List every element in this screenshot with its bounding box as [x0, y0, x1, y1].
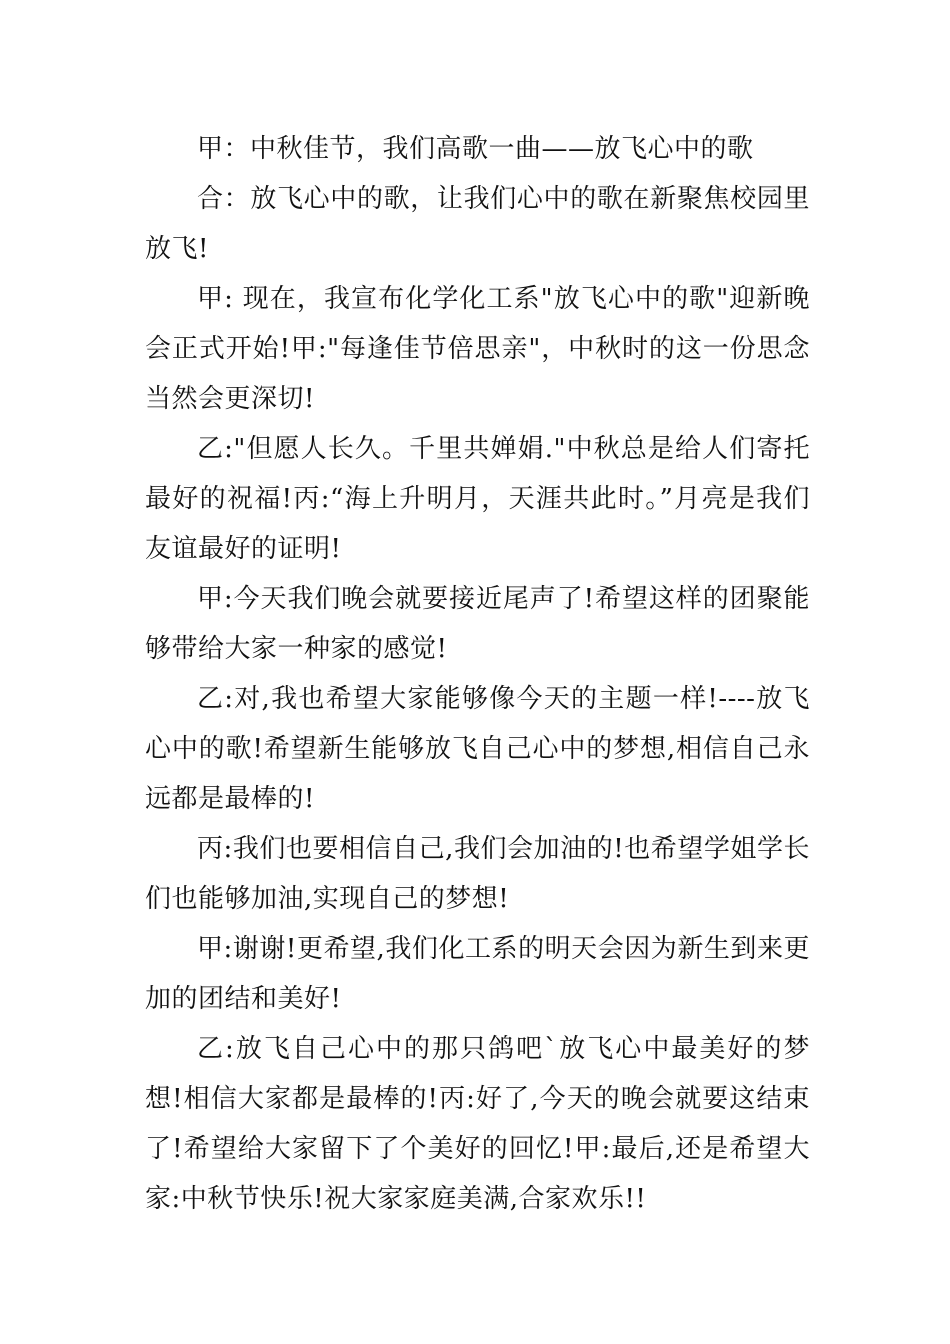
paragraph-5: 甲:今天我们晚会就要接近尾声了!希望这样的团聚能够带给大家一种家的感觉!: [145, 584, 810, 664]
document-body: [145, 124, 810, 1224]
paragraph-9: 乙:放飞自己心中的那只鸽吧`放飞心中最美好的梦想!相信大家都是最棒的!丙:好了,今天的晚会就要这结束了!希望给大家留下了个美好的回忆!甲:最后,还是希望大家:中秋节快乐!祝大家家庭美满,合家欢乐!!: [145, 1034, 810, 1214]
paragraph-1: 甲：中秋佳节，我们高歌一曲——放飞心中的歌: [197, 134, 754, 164]
paragraph-2: 合：放飞心中的歌，让我们心中的歌在新聚焦校园里放飞!: [145, 184, 810, 264]
paragraph-8: 甲:谢谢!更希望,我们化工系的明天会因为新生到来更加的团结和美好!: [145, 934, 810, 1014]
paragraph-6: 乙:对,我也希望大家能够像今天的主题一样!----放飞心中的歌!希望新生能够放飞自己心中的梦想,相信自己永远都是最棒的!: [145, 684, 810, 814]
paragraph-7: 丙:我们也要相信自己,我们会加油的!也希望学姐学长们也能够加油,实现自己的梦想!: [145, 834, 810, 914]
paragraph-3: 甲: 现在，我宣布化学化工系"放飞心中的歌"迎新晚会正式开始!甲:"每逢佳节倍思亲"，中秋时的这一份思念当然会更深切!: [145, 284, 810, 414]
paragraph-4: 乙:"但愿人长久。千里共婵娟."中秋总是给人们寄托最好的祝福!丙:“海上升明月，天涯共此时。”月亮是我们友谊最好的证明!: [145, 434, 810, 564]
